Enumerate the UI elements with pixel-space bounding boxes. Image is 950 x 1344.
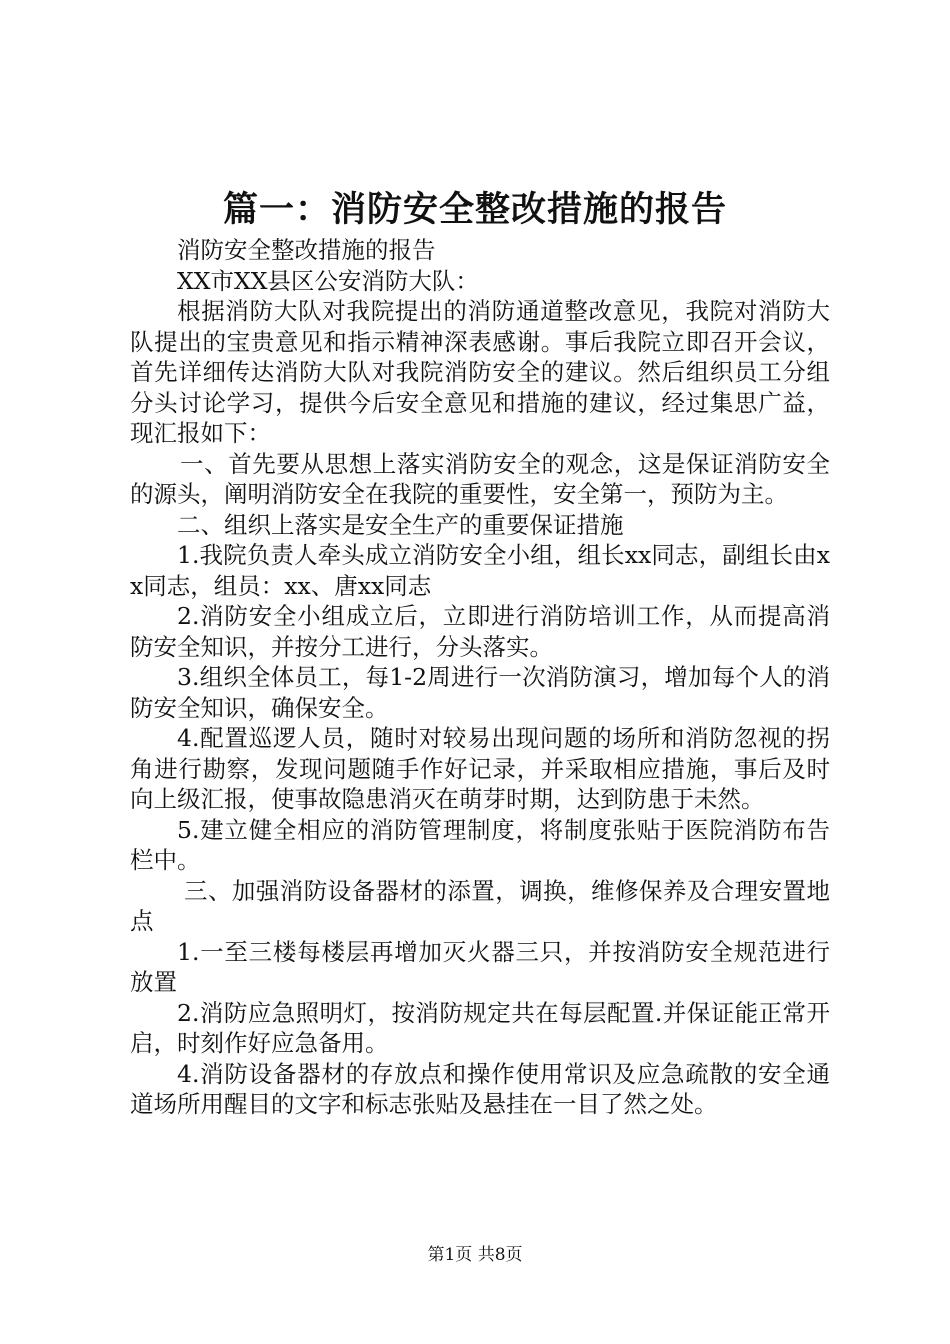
document-title: 篇一：消防安全整改措施的报告 xyxy=(222,189,727,230)
paragraph-item-3-4: 4.消防设备器材的存放点和操作使用常识及应急疏散的安全通道场所用醒目的文字和标志张贴及悬挂在一目了然之处。 xyxy=(130,1059,830,1118)
paragraph-item-2-4: 4.配置巡逻人员，随时对较易出现问题的场所和消防忽视的拐角进行勘察，发现问题随手作好记录，并采取相应措施，事后及时向上级汇报，使事故隐患消灭在萌芽时期，达到防患于未然。 xyxy=(130,724,830,813)
paragraph-item-2-2: 2.消防安全小组成立后，立即进行消防培训工作，从而提高消防安全知识，并按分工进行，分头落实。 xyxy=(130,602,830,661)
paragraph-section-1: 一、首先要从思想上落实消防安全的观念，这是保证消防安全的源头，阐明消防安全在我院的重要性，安全第一，预防为主。 xyxy=(130,449,830,508)
paragraph-item-3-2: 2.消防应急照明灯，按消防规定共在每层配置.并保证能正常开启，时刻作好应急备用。 xyxy=(130,998,830,1057)
document-body xyxy=(130,235,830,1120)
paragraph-section-3-heading: 三、加强消防设备器材的添置，调换，维修保养及合理安置地点 xyxy=(130,876,830,935)
paragraph-intro: 根据消防大队对我院提出的消防通道整改意见，我院对消防大队提出的宝贵意见和指示精神深表感谢。事后我院立即召开会议，首先详细传达消防大队对我院消防安全的建议。然后组织员工分组分头讨论学习，提供今后安全意见和措施的建议，经过集思广益，现汇报如下： xyxy=(130,297,830,447)
report-subtitle: 消防安全整改措施的报告 xyxy=(177,236,436,264)
paragraph-item-3-1: 1.一至三楼每楼层再增加灭火器三只，并按消防安全规范进行放置 xyxy=(130,937,830,996)
paragraph-item-2-5: 5.建立健全相应的消防管理制度，将制度张贴于医院消防布告栏中。 xyxy=(130,815,830,874)
paragraph-item-2-3: 3.组织全体员工，每1-2周进行一次消防演习，增加每个人的消防安全知识，确保安全。 xyxy=(130,663,830,722)
paragraph-section-2-heading: 二、组织上落实是安全生产的重要保证措施 xyxy=(177,510,624,539)
page-footer: 第1页 共8页 xyxy=(427,1245,523,1265)
report-recipient: XX市XX县区公安消防大队： xyxy=(177,266,479,295)
paragraph-item-2-1: 1.我院负责人牵头成立消防安全小组，组长xx同志，副组长由xx同志，组员：xx、唐xx同志 xyxy=(130,541,830,600)
